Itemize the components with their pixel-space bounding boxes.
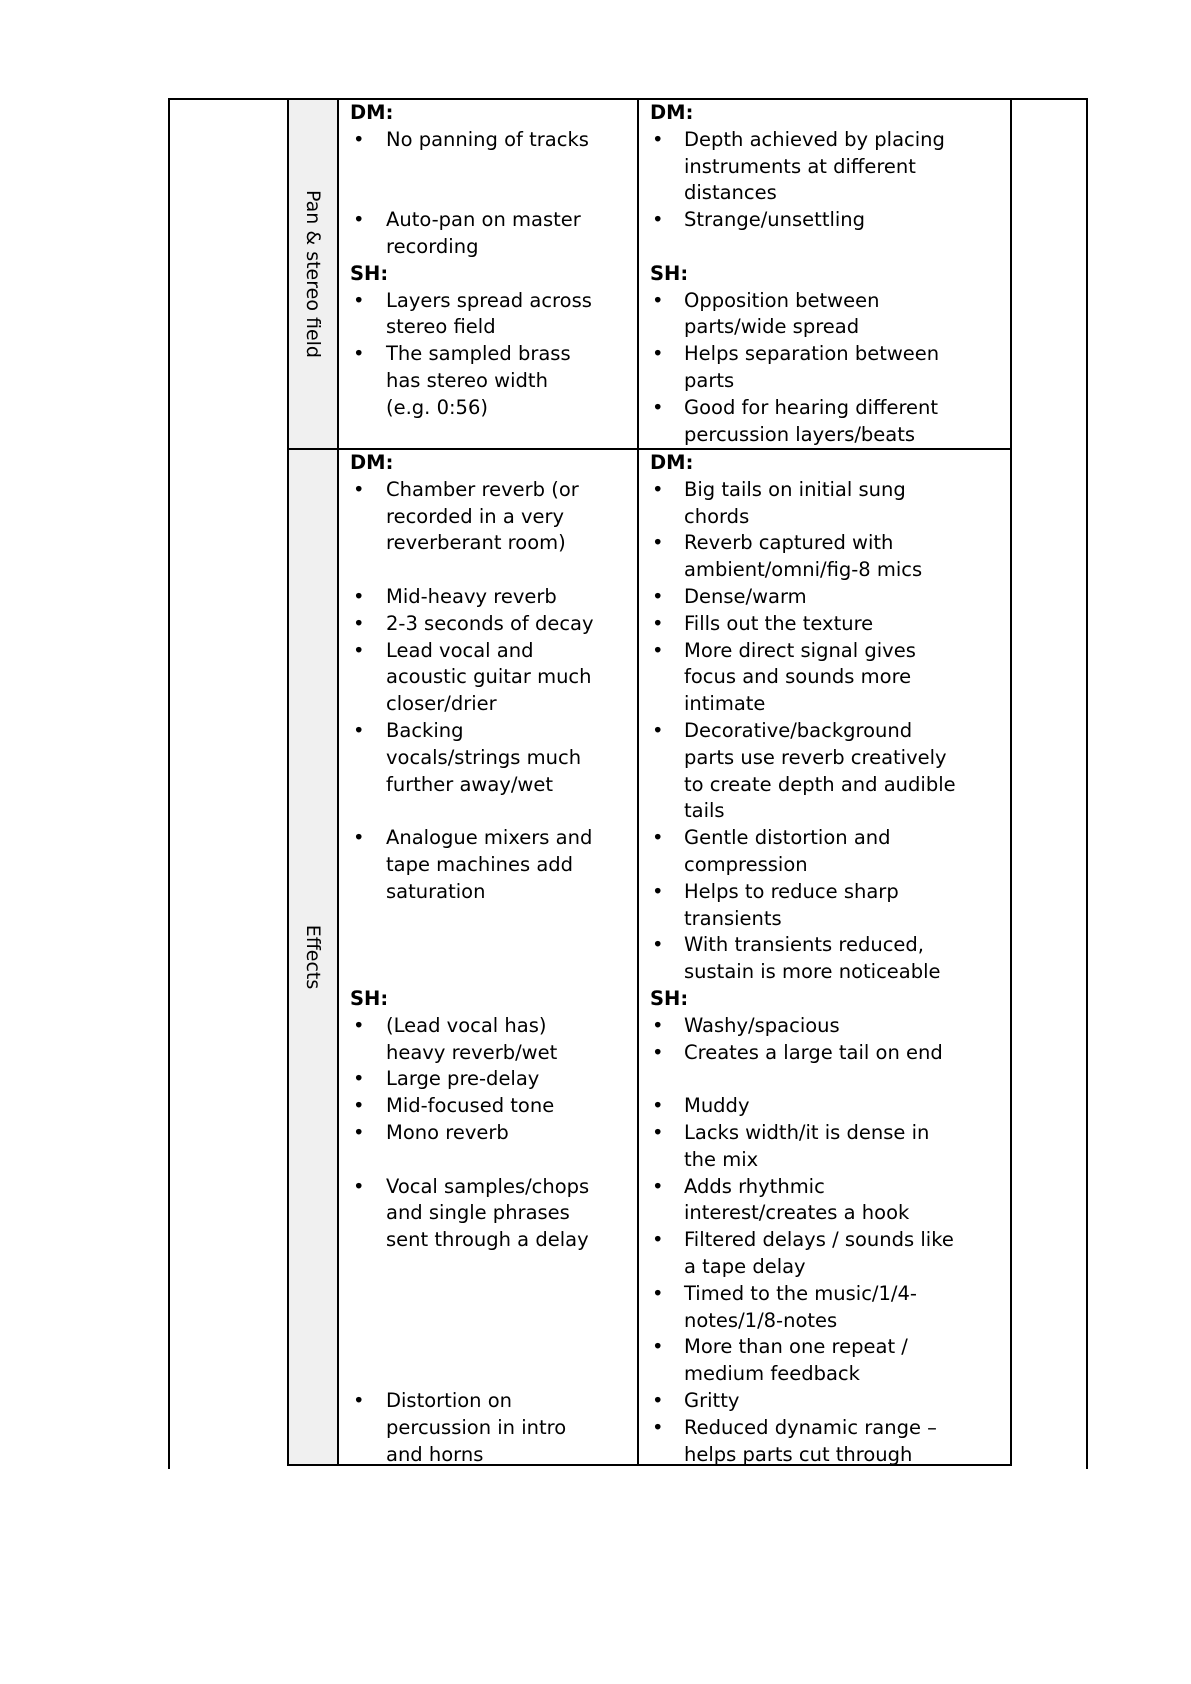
list-item-text: Gentle distortion and: [684, 826, 891, 850]
list-item-text: intimate: [684, 692, 766, 716]
list-item-text: percussion layers/beats: [684, 422, 916, 446]
list-item-text: stereo field: [386, 315, 496, 339]
list-item-text: recorded in a very: [386, 504, 565, 528]
bullet-icon: •: [652, 585, 664, 608]
bullet-icon: •: [652, 1335, 664, 1359]
list-item-text: vocals/strings much: [386, 745, 582, 769]
row-label-effects: Effects: [302, 924, 324, 990]
list-item-text: distances: [684, 181, 777, 205]
list-item-text: With transients reduced,: [684, 933, 924, 957]
list-item-text: transients: [684, 906, 782, 930]
list-item-text: compression: [684, 853, 808, 876]
list-item-text: a tape delay: [684, 1255, 806, 1278]
bullet-icon: •: [652, 1040, 664, 1064]
bullet-icon: •: [652, 208, 664, 232]
list-item-text: The sampled brass: [386, 342, 571, 366]
list-item-text: Washy/spacious: [684, 1013, 840, 1037]
bullet-icon: •: [652, 342, 664, 366]
bullet-icon: •: [652, 638, 664, 662]
list-item-text: Reduced dynamic range –: [684, 1415, 937, 1439]
bullet-icon: •: [353, 611, 365, 635]
bullet-icon: •: [652, 1281, 664, 1305]
list-item-text: has stereo width: [386, 369, 548, 392]
list-item-text: 2-3 seconds of decay: [386, 611, 594, 635]
list-item-text: Distortion on: [386, 1389, 513, 1412]
table-border-right: [1086, 98, 1088, 1469]
list-item-text: Helps to reduce sharp: [684, 879, 899, 903]
bullet-icon: •: [652, 395, 664, 419]
list-item-text: interest/creates a hook: [684, 1201, 910, 1225]
bullet-icon: •: [652, 879, 664, 903]
column-divider: [637, 98, 639, 1466]
list-item-text: parts: [684, 369, 735, 392]
list-item-text: Gritty: [684, 1389, 740, 1412]
list-item-text: Lead vocal and: [386, 638, 534, 662]
bullet-icon: •: [652, 826, 664, 850]
list-item-text: Opposition between: [684, 288, 880, 312]
bullet-icon: •: [652, 477, 664, 501]
list-item-text: sustain is more noticeable: [684, 960, 941, 984]
list-item-text: Mid-heavy reverb: [386, 585, 557, 608]
bullet-icon: •: [353, 127, 365, 151]
list-item-text: ambient/omni/fig-8 mics: [684, 558, 923, 582]
list-item-text: Dense/warm: [684, 585, 807, 608]
section-heading: DM:: [350, 101, 394, 124]
bullet-icon: •: [652, 719, 664, 742]
bullet-icon: •: [353, 477, 365, 501]
list-item-text: Timed to the music/1/4-: [684, 1281, 917, 1305]
list-item-text: saturation: [386, 879, 486, 903]
section-heading: DM:: [350, 451, 394, 474]
list-item-text: medium feedback: [684, 1362, 860, 1386]
list-item-text: recording: [386, 235, 479, 258]
list-item-text: sent through a delay: [386, 1228, 589, 1252]
bullet-icon: •: [353, 1067, 365, 1091]
list-item-text: acoustic guitar much: [386, 665, 592, 689]
list-item-text: Adds rhythmic: [684, 1174, 825, 1198]
bullet-icon: •: [652, 127, 664, 151]
list-item-text: focus and sounds more: [684, 665, 912, 689]
list-item-text: Chamber reverb (or: [386, 477, 579, 501]
bullet-icon: •: [353, 1121, 365, 1144]
row-label-pan-stereo-field: Pan & stereo field: [302, 190, 324, 358]
bullet-icon: •: [353, 342, 365, 366]
bullet-icon: •: [353, 585, 365, 608]
section-heading: DM:: [650, 101, 694, 124]
list-item-text: Analogue mixers and: [386, 826, 593, 850]
bullet-icon: •: [652, 1174, 664, 1198]
list-item-text: Good for hearing different: [684, 395, 939, 419]
list-item-text: No panning of tracks: [386, 127, 589, 151]
list-item-text: chords: [684, 504, 750, 528]
bullet-icon: •: [652, 1228, 664, 1252]
list-item-text: Helps separation between: [684, 342, 940, 366]
list-item-text: More than one repeat /: [684, 1335, 908, 1359]
list-item-text: Decorative/background: [684, 719, 913, 742]
list-item-text: (Lead vocal has): [386, 1013, 547, 1037]
bullet-icon: •: [652, 1094, 664, 1118]
list-item-text: Muddy: [684, 1094, 750, 1118]
bullet-icon: •: [353, 1174, 365, 1198]
bullet-icon: •: [353, 1013, 365, 1037]
list-item-text: reverberant room): [386, 531, 566, 555]
bullet-icon: •: [652, 531, 664, 555]
bullet-icon: •: [353, 719, 365, 742]
list-item-text: Vocal samples/chops: [386, 1174, 590, 1198]
bullet-icon: •: [652, 1013, 664, 1037]
list-item-text: Depth achieved by placing: [684, 127, 945, 151]
bullet-icon: •: [353, 826, 365, 850]
bullet-icon: •: [652, 288, 664, 312]
bullet-icon: •: [652, 1121, 664, 1144]
list-item-text: Creates a large tail on end: [684, 1040, 943, 1064]
bullet-icon: •: [353, 1389, 365, 1412]
list-item-text: Strange/unsettling: [684, 208, 866, 232]
section-heading: SH:: [650, 261, 689, 285]
column-divider: [337, 98, 339, 1466]
list-item-text: More direct signal gives: [684, 638, 916, 662]
list-item-text: tails: [684, 799, 725, 823]
list-item-text: closer/drier: [386, 692, 497, 716]
bullet-icon: •: [353, 638, 365, 662]
section-heading: SH:: [350, 261, 389, 285]
list-item-text: tape machines add: [386, 853, 574, 876]
list-item-text: Reverb captured with: [684, 531, 894, 555]
list-item-text: Filtered delays / sounds like: [684, 1228, 954, 1252]
column-divider: [287, 98, 289, 1466]
bullet-icon: •: [353, 208, 365, 232]
list-item-text: Auto-pan on master: [386, 208, 581, 232]
list-item-text: Lacks width/it is dense in: [684, 1121, 930, 1144]
section-heading: SH:: [650, 987, 689, 1010]
list-item-text: to create depth and audible: [684, 772, 956, 796]
bullet-icon: •: [652, 611, 664, 635]
list-item-text: Backing: [386, 719, 464, 742]
list-item-text: further away/wet: [386, 772, 554, 796]
list-item-text: Fills out the texture: [684, 611, 874, 635]
list-item-text: percussion in intro: [386, 1415, 567, 1439]
list-item-text: parts use reverb creatively: [684, 745, 947, 769]
column-divider: [1010, 98, 1012, 1466]
bullet-icon: •: [652, 1415, 664, 1439]
list-item-text: Mono reverb: [386, 1121, 509, 1144]
list-item-text: Mid-focused tone: [386, 1094, 555, 1118]
list-item-text: and single phrases: [386, 1201, 570, 1225]
bullet-icon: •: [652, 1389, 664, 1412]
list-item-text: (e.g. 0:56): [386, 395, 488, 419]
section-heading: SH:: [350, 987, 389, 1010]
list-item-text: instruments at different: [684, 154, 916, 178]
bullet-icon: •: [652, 933, 664, 957]
list-item-text: Big tails on initial sung: [684, 477, 906, 501]
list-item-text: Layers spread across: [386, 288, 592, 312]
list-item-text: and horns: [386, 1442, 484, 1466]
table-border-top: [168, 98, 1088, 100]
list-item-text: helps parts cut through: [684, 1442, 913, 1466]
list-item-text: Large pre-delay: [386, 1067, 540, 1091]
list-item-text: the mix: [684, 1147, 759, 1171]
table-border-left: [168, 98, 170, 1469]
bullet-icon: •: [353, 1094, 365, 1118]
list-item-text: heavy reverb/wet: [386, 1040, 558, 1064]
list-item-text: notes/1/8-notes: [684, 1308, 838, 1332]
bullet-icon: •: [353, 288, 365, 312]
list-item-text: parts/wide spread: [684, 315, 860, 339]
section-heading: DM:: [650, 451, 694, 474]
